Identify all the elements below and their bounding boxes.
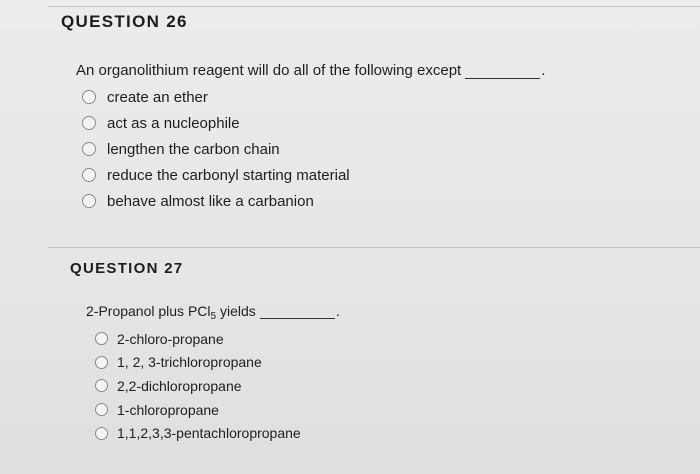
option-label[interactable]: 1-chloropropane bbox=[117, 401, 219, 418]
question-26-prompt bbox=[76, 59, 545, 79]
prompt-period: . bbox=[335, 303, 340, 319]
radio-button[interactable] bbox=[95, 332, 108, 345]
answer-blank bbox=[260, 317, 335, 319]
question-27-options bbox=[95, 327, 340, 445]
question-26-option-4[interactable] bbox=[82, 162, 545, 188]
question-27-option-1[interactable] bbox=[95, 327, 340, 351]
radio-button[interactable] bbox=[95, 427, 108, 440]
option-label[interactable]: lengthen the carbon chain bbox=[107, 140, 280, 158]
section-divider-top bbox=[48, 6, 700, 7]
option-label[interactable]: act as a nucleophile bbox=[107, 114, 240, 132]
question-27-header: QUESTION 27 bbox=[70, 260, 184, 277]
section-divider bbox=[48, 247, 700, 248]
question-26-option-2[interactable] bbox=[82, 110, 545, 136]
question-26 bbox=[76, 59, 545, 214]
question-27-prompt-text bbox=[86, 303, 256, 322]
option-label[interactable]: 1,1,2,3,3-pentachloropropane bbox=[117, 425, 301, 442]
question-27-prompt bbox=[86, 300, 340, 322]
question-26-header: QUESTION 26 bbox=[61, 12, 188, 31]
radio-button[interactable] bbox=[95, 403, 108, 416]
radio-button[interactable] bbox=[95, 356, 108, 369]
prompt-text-before: 2-Propanol plus PCl bbox=[86, 303, 211, 319]
question-27-option-5[interactable] bbox=[95, 421, 340, 445]
prompt-subscript: 5 bbox=[210, 311, 217, 322]
radio-button[interactable] bbox=[82, 142, 96, 156]
question-26-prompt-text: An organolithium reagent will do all of the following except bbox=[76, 62, 462, 79]
option-label[interactable]: behave almost like a carbanion bbox=[107, 192, 314, 210]
question-26-option-5[interactable] bbox=[82, 188, 545, 214]
radio-button[interactable] bbox=[95, 379, 108, 392]
question-26-option-3[interactable] bbox=[82, 136, 545, 162]
option-label[interactable]: 2-chloro-propane bbox=[117, 330, 224, 347]
question-27-option-2[interactable] bbox=[95, 351, 340, 375]
radio-button[interactable] bbox=[82, 116, 96, 130]
question-27-option-4[interactable] bbox=[95, 398, 340, 422]
prompt-period: . bbox=[541, 62, 546, 79]
option-label[interactable]: reduce the carbonyl starting material bbox=[107, 166, 350, 184]
radio-button[interactable] bbox=[82, 194, 96, 208]
prompt-text-after: yields bbox=[216, 303, 256, 319]
radio-button[interactable] bbox=[82, 90, 96, 104]
question-27 bbox=[86, 300, 340, 445]
answer-blank bbox=[465, 77, 540, 79]
radio-button[interactable] bbox=[82, 168, 96, 182]
question-26-options bbox=[82, 84, 545, 214]
option-label[interactable]: create an ether bbox=[107, 88, 208, 106]
question-26-option-1[interactable] bbox=[82, 84, 545, 110]
option-label[interactable]: 1, 2, 3-trichloropropane bbox=[117, 354, 262, 371]
question-27-option-3[interactable] bbox=[95, 374, 340, 398]
option-label[interactable]: 2,2-dichloropropane bbox=[117, 377, 242, 394]
